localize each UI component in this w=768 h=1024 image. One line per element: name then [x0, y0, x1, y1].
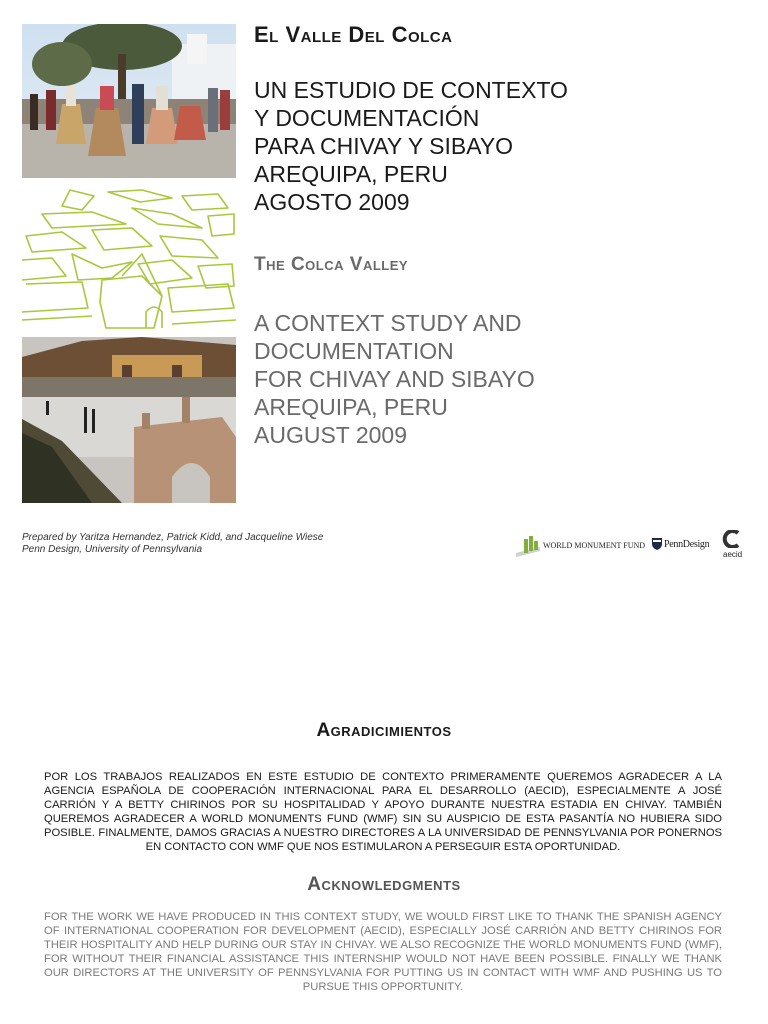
spanish-subtitle-line: Y DOCUMENTACIÓN: [254, 105, 480, 131]
english-subtitle: [254, 309, 535, 449]
plaza-stone-arch-photo: [22, 337, 236, 503]
sponsor-logos: [516, 530, 752, 560]
aecid-logo-text: aecid: [723, 550, 743, 559]
penndesign-logo: [652, 538, 709, 550]
wmf-logo: [516, 532, 645, 558]
credits-institution: Penn Design, University of Pennsylvania: [22, 544, 203, 555]
spanish-title: El Valle Del Colca: [254, 22, 453, 47]
aecid-emblem-icon: [722, 530, 742, 548]
english-subtitle-line: AUGUST 2009: [254, 422, 407, 448]
agradecimientos-heading: Agradicimientos: [316, 720, 452, 741]
agradecimientos-text: POR LOS TRABAJOS REALIZADOS EN ESTE ESTUDIO DE CONTEXTO PRIMERAMENTE QUEREMOS AGRADECER A LA AGENCIA ESPAÑOLA DE COOPERACIÓN INTERNACIONAL PARA EL DESARROLLO (AECID), ESPECIALMENTE A JOSÉ CARRIÓN Y A BETTY CHIRINOS POR SU HOSPITALIDAD Y APOYO DURANTE NUESTRA ESTADIA EN CHIVAY. TAMBIÉN QUEREMOS AGRADECER A WORLD MONUMENTS FUND (WMF) SIN SU AUSPICIO DE ESTA PASANTÍA NO HUBIERA SIDO POSIBLE. FINALMENTE, DAMOS GRACIAS A NUESTRO DIRECTORES A LA UNIVERSIDAD DE PENNSYLVANIA POR PONERNOS EN CONTACTO CON WMF QUE NOS ESTIMULARON A PERSEGUIR ESTA OPORTUNIDAD.: [44, 771, 722, 853]
spanish-subtitle-line: PARA CHIVAY Y SIBAYO: [254, 133, 514, 159]
spanish-subtitle: [254, 76, 568, 216]
english-subtitle-line: DOCUMENTATION: [254, 338, 454, 364]
wmf-logo-text: WORLD MONUMENT FUND: [543, 540, 646, 550]
credits-authors: Prepared by Yaritza Hernandez, Patrick Kidd, and Jacqueline Wiese: [22, 532, 324, 543]
penndesign-logo-text: PennDesign: [664, 538, 710, 550]
spanish-subtitle-line: AGOSTO 2009: [254, 189, 410, 215]
wmf-emblem-icon: [516, 533, 540, 557]
english-subtitle-line: AREQUIPA, PERU: [254, 394, 448, 420]
village-rooftops-line-drawing: [22, 184, 236, 330]
spanish-subtitle-line: UN ESTUDIO DE CONTEXTO: [254, 77, 568, 103]
acknowledgments-text: FOR THE WORK WE HAVE PRODUCED IN THIS CONTEXT STUDY, WE WOULD FIRST LIKE TO THANK THE SPANISH AGENCY OF INTERNATIONAL COOPERATION FOR DEVELOPMENT (AECID), ESPECIALLY JOSÉ CARRIÓN AND BETTY CHIRINOS FOR THEIR HOSPITALITY AND HELP DURING OUR STAY IN CHIVAY. WE ALSO RECOGNIZE THE WORLD MONUMENTS FUND (WMF), FOR WITHOUT THEIR FINANCIAL ASSISTANCE THIS INTERNSHIP WOULD NOT HAVE BEEN POSSIBLE. FINALLY WE THANK OUR DIRECTORS AT THE UNIVERSITY OF PENNSYLVANIA FOR PUTTING US IN CONTACT WITH WMF AND PUSHING US TO PURSUE THIS OPPORTUNITY.: [44, 911, 722, 993]
english-subtitle-line: A CONTEXT STUDY AND: [254, 310, 522, 336]
penn-shield-icon: [652, 538, 662, 550]
spanish-subtitle-line: AREQUIPA, PERU: [254, 161, 448, 187]
aecid-logo: [722, 530, 746, 560]
festival-dancers-photo: [22, 24, 236, 178]
credits: [22, 532, 323, 556]
acknowledgments-heading: Acknowledgments: [307, 874, 461, 895]
english-title: The Colca Valley: [254, 254, 409, 275]
english-subtitle-line: FOR CHIVAY AND SIBAYO: [254, 366, 535, 392]
